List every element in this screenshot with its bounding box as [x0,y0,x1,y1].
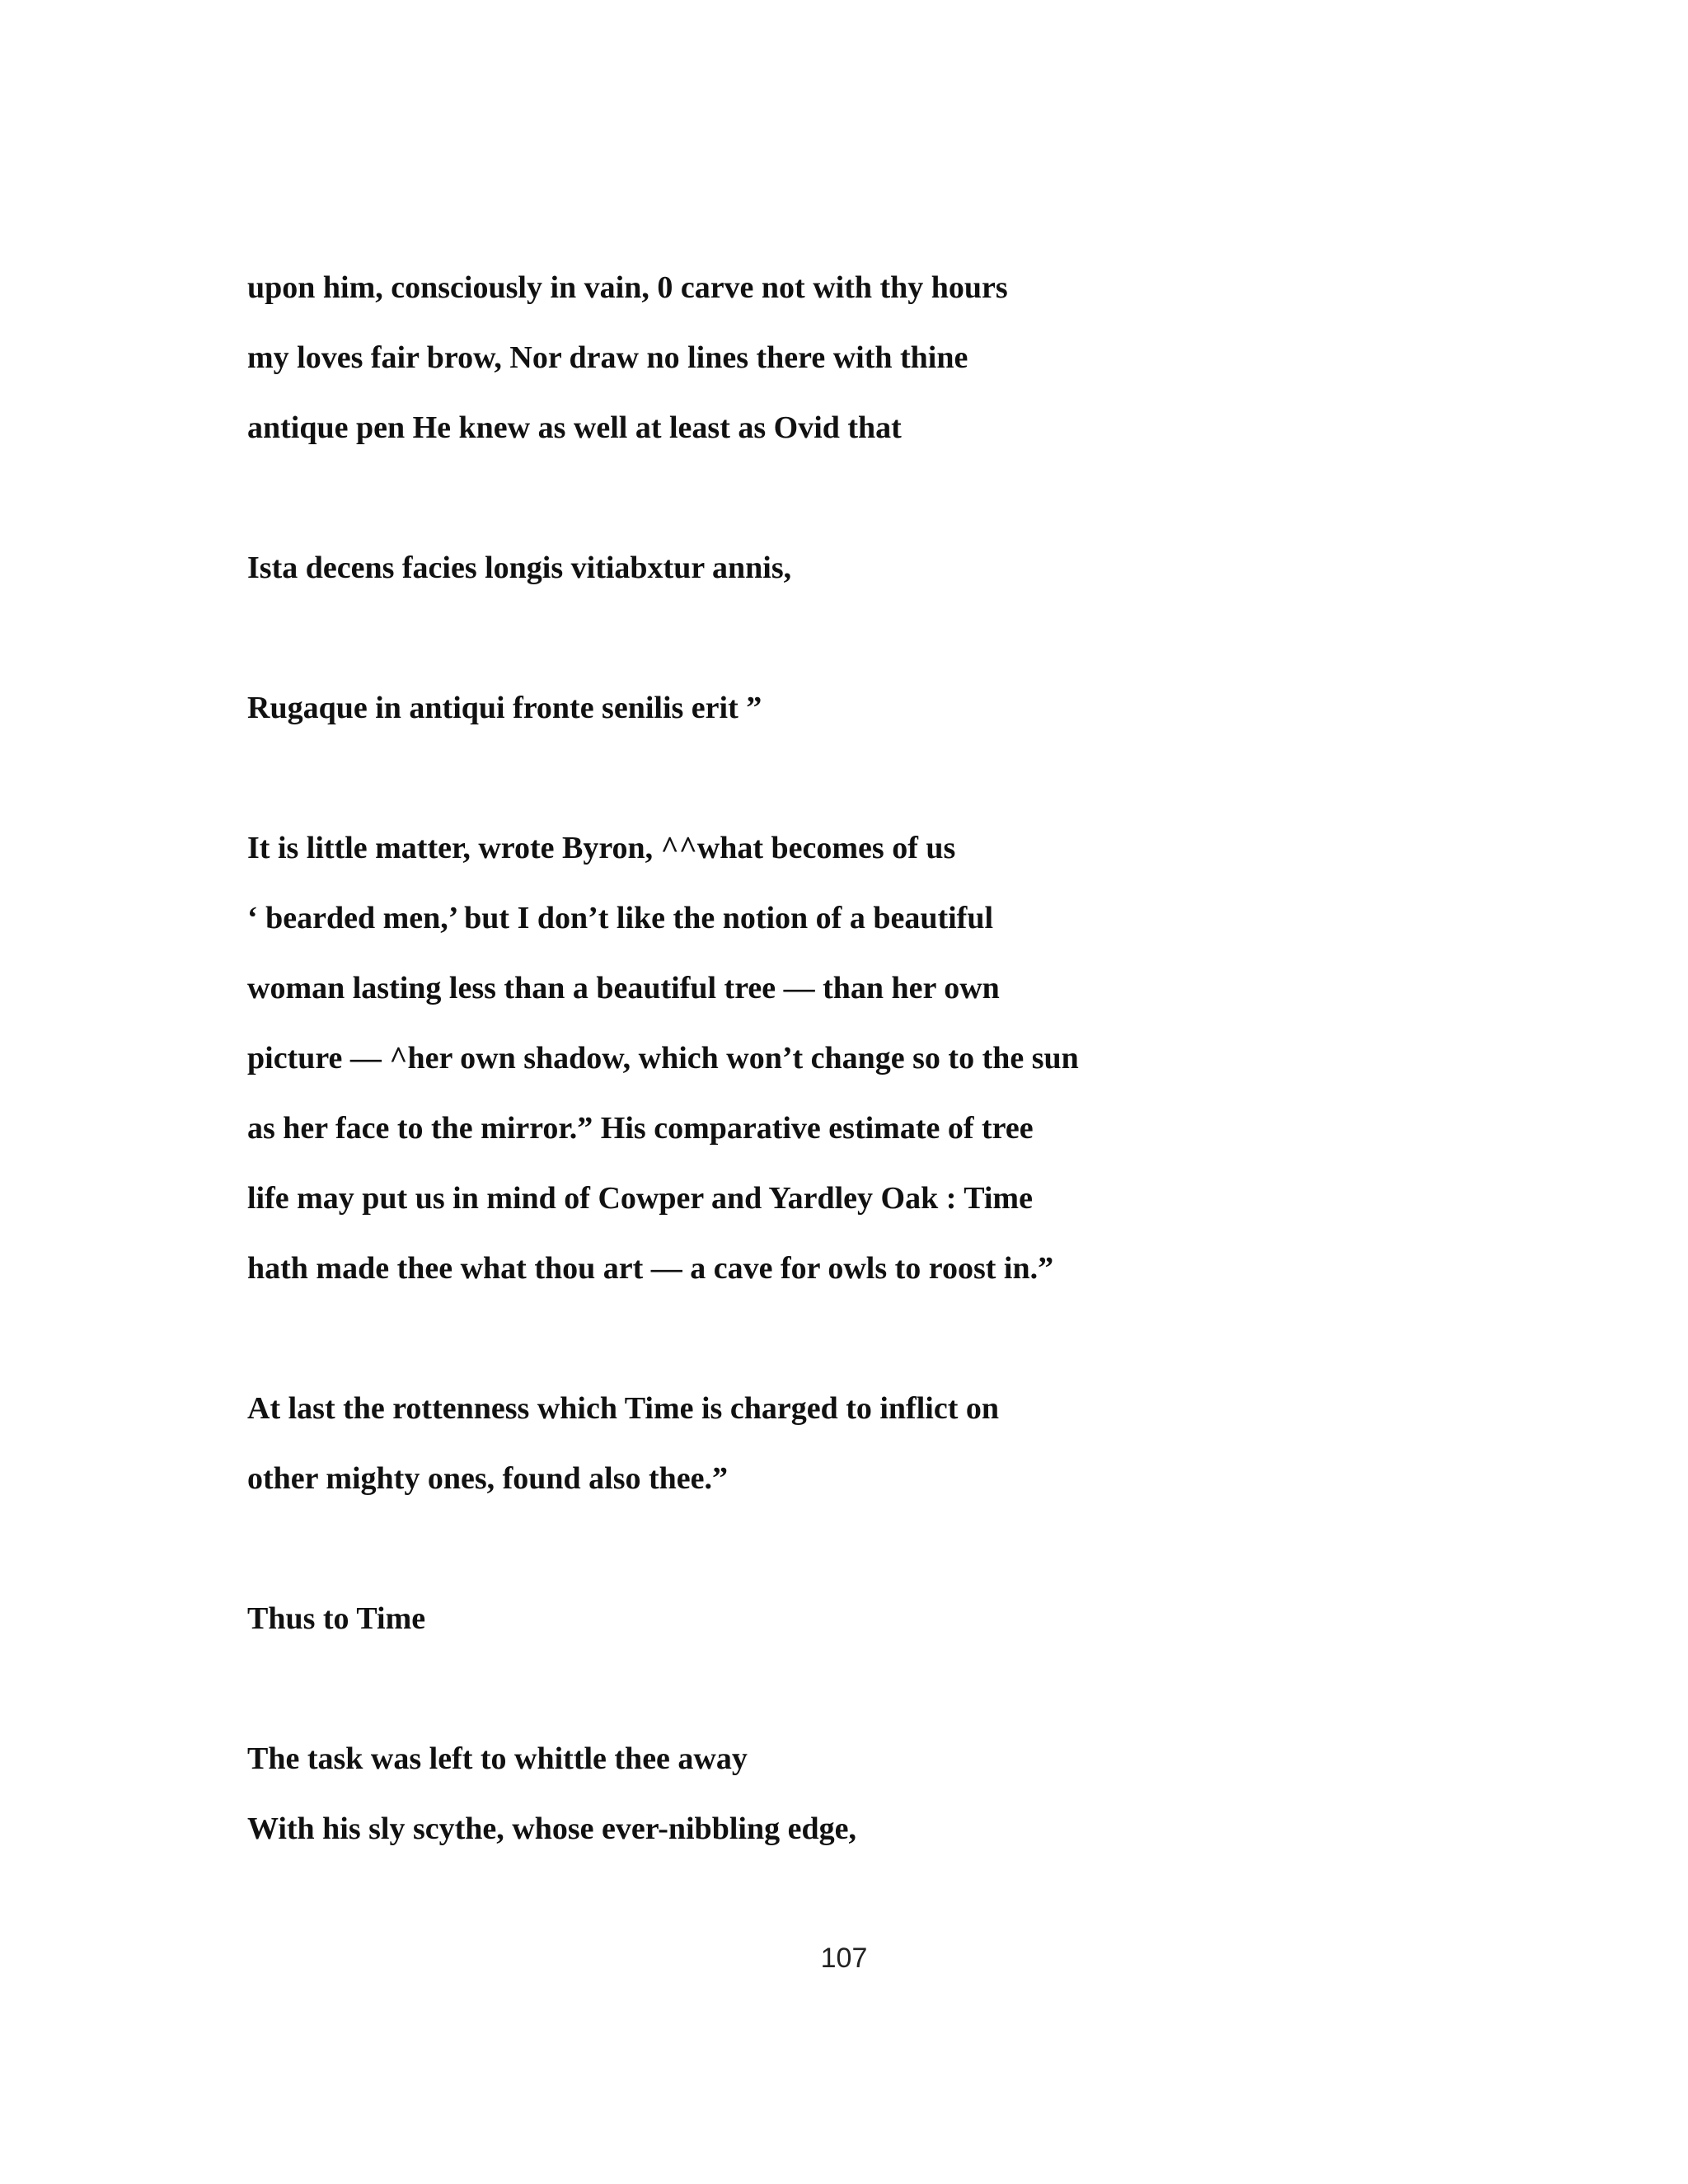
text-line: life may put us in mind of Cowper and Yardley Oak : Time [247,1181,1033,1216]
text-line: upon him, consciously in vain, 0 carve not with thy hours [247,270,1008,305]
text-line: woman lasting less than a beautiful tree — than her own [247,971,1000,1005]
text-line: my loves fair brow, Nor draw no lines there with thine [247,340,968,375]
text-line: The task was left to whittle thee away [247,1741,748,1776]
text-line: other mighty ones, found also thee.” [247,1461,729,1496]
text-line: Thus to Time [247,1601,426,1636]
text-line: hath made thee what thou art — a cave for owls to roost in.” [247,1251,1054,1286]
text-line: With his sly scythe, whose ever-nibbling edge, [247,1811,856,1846]
text-line: At last the rottenness which Time is charged to inflict on [247,1391,999,1426]
text-line: Ista decens facies longis vitiabxtur annis, [247,551,792,585]
text-line: antique pen He knew as well at least as Ovid that [247,410,902,445]
text-line: Rugaque in antiqui fronte senilis erit ” [247,691,762,725]
text-line: ‘ bearded men,’ but I don’t like the notion of a beautiful [247,901,994,935]
text-line: It is little matter, wrote Byron, ^^what becomes of us [247,831,956,865]
page-number: 107 [820,1943,868,1974]
text-line: picture — ^her own shadow, which won’t change so to the sun [247,1041,1079,1076]
text-line: as her face to the mirror.” His comparative estimate of tree [247,1111,1034,1146]
